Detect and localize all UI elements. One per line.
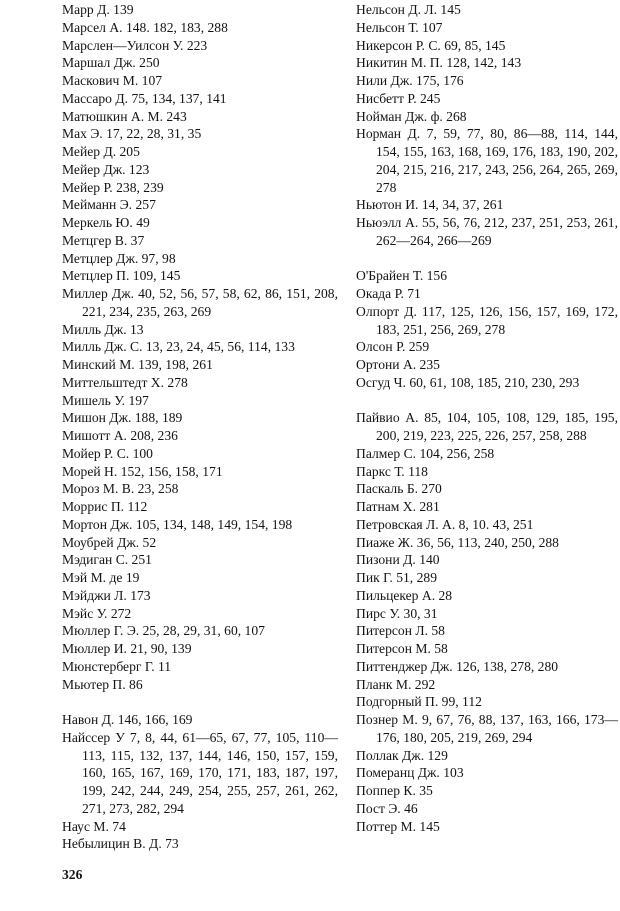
index-entry: Мортон Дж. 105, 134, 148, 149, 154, 198 xyxy=(62,516,293,532)
index-entry: Мишель У. 197 xyxy=(62,392,149,408)
index-entry: Питерсон Л. 58 xyxy=(356,623,445,639)
index-entry: Наус М. 74 xyxy=(62,818,126,834)
index-entry: Мэйджи Л. 173 xyxy=(62,587,151,603)
index-entry: Мишотт А. 208, 236 xyxy=(62,428,178,443)
index-entry: Милль Дж. 13 xyxy=(62,321,144,337)
index-entry: Олпорт Д. 117, 125, 126, 156, 157, 169, 172, 183, 251, 256, 269, 278 xyxy=(356,303,618,337)
index-entry: Мюнстерберг Г. 11 xyxy=(62,658,172,674)
index-entry: Норман Д. 7, 59, 77, 80, 86—88, 114, 144, 154, 155, 163, 168, 169, 176, 183, 190, 202, 204, 215, 216, 217, 243, 256, 264, 265, 269, 278 xyxy=(356,126,618,195)
index-entry: Поппер К. 35 xyxy=(356,783,433,798)
index-entry: Мейер Д. 205 xyxy=(62,144,140,159)
index-entry: Нельсон Д. Л. 145 xyxy=(356,2,461,17)
index-entry: Поллак Дж. 129 xyxy=(356,747,448,763)
index-column-right xyxy=(356,1,618,835)
index-entry: Миттельштедт Х. 278 xyxy=(62,374,188,390)
index-entry: Ньюэлл А. 55, 56, 76, 212, 237, 251, 253, 261, 262—264, 266—269 xyxy=(356,215,618,248)
index-entry: Нисбетт Р. 245 xyxy=(356,90,441,106)
index-entry: Пизони Д. 140 xyxy=(356,552,440,568)
index-entry: Марр Д. 139 xyxy=(62,2,134,17)
index-entry: Мейер Р. 238, 239 xyxy=(62,179,164,195)
index-entry: Метцгер В. 37 xyxy=(62,232,145,248)
index-entry: Пост Э. 46 xyxy=(356,800,418,816)
index-entry: Нойман Дж. ф. 268 xyxy=(356,108,467,124)
index-entry: Никитин М. П. 128, 142, 143 xyxy=(356,55,522,71)
index-entry: Патнам Х. 281 xyxy=(356,499,440,514)
index-entry: Палмер С. 104, 256, 258 xyxy=(356,445,495,461)
index-entry: Моррис П. 112 xyxy=(62,499,148,514)
index-entry: Массаро Д. 75, 134, 137, 141 xyxy=(62,90,227,106)
index-entry: Окада Р. 71 xyxy=(356,286,421,301)
index-entry: Мейманн Э. 257 xyxy=(62,197,156,213)
index-entry: Мороз М. В. 23, 258 xyxy=(62,481,179,497)
index-entry: Минский М. 139, 198, 261 xyxy=(62,357,213,372)
index-column-left xyxy=(62,1,338,853)
index-entry: Петровская Л. А. 8, 10. 43, 251 xyxy=(356,516,534,532)
letter-group-gap xyxy=(356,392,618,410)
index-entry: Осгуд Ч. 60, 61, 108, 185, 210, 230, 293 xyxy=(356,374,580,390)
index-entry: Мюллер И. 21, 90, 139 xyxy=(62,641,192,656)
index-entry: Питерсон М. 58 xyxy=(356,641,448,656)
index-entry: Ортони А. 235 xyxy=(356,357,440,372)
index-entry: О'Брайен Т. 156 xyxy=(356,268,448,284)
index-entry: Пильцекер А. 28 xyxy=(356,587,453,603)
index-entry: Пик Г. 51, 289 xyxy=(356,570,437,585)
index-entry: Моубрей Дж. 52 xyxy=(62,534,157,550)
index-entry: Ньютон И. 14, 34, 37, 261 xyxy=(356,197,504,213)
index-entry: Мьютер П. 86 xyxy=(62,676,143,692)
index-entry: Никерсон Р. С. 69, 85, 145 xyxy=(356,37,506,53)
index-entry: Навон Д. 146, 166, 169 xyxy=(62,712,193,727)
index-entry: Мойер Р. С. 100 xyxy=(62,445,153,461)
index-entry: Паскаль Б. 270 xyxy=(356,481,442,497)
index-entry: Небылицин В. Д. 73 xyxy=(62,836,179,852)
index-entry: Найссер У 7, 8, 44, 61—65, 67, 77, 105, 110—113, 115, 132, 137, 144, 146, 150, 157, 159, 160, 165, 167, 169, 170, 171, 183, 187, 197, 199, 242, 244, 249, 254, 255, 257, 261, 262, 271, 273, 282, 294 xyxy=(62,729,338,816)
index-entry: Паркс Т. 118 xyxy=(356,463,428,479)
index-entry: Нельсон Т. 107 xyxy=(356,19,443,35)
index-entry: Матюшкин А. М. 243 xyxy=(62,108,187,124)
index-entry: Милль Дж. С. 13, 23, 24, 45, 56, 114, 133 xyxy=(62,339,295,355)
index-entry: Маскович М. 107 xyxy=(62,73,163,88)
index-entry: Миллер Дж. 40, 52, 56, 57, 58, 62, 86, 151, 208, 221, 234, 235, 263, 269 xyxy=(62,286,338,319)
index-entry: Поттер М. 145 xyxy=(356,818,440,834)
index-entry: Питтенджер Дж. 126, 138, 278, 280 xyxy=(356,658,559,674)
index-entry: Подгорный П. 99, 112 xyxy=(356,694,482,710)
index-entry: Познер М. 9, 67, 76, 88, 137, 163, 166, 173—176, 180, 205, 219, 269, 294 xyxy=(356,712,618,745)
index-entry: Мишон Дж. 188, 189 xyxy=(62,410,183,426)
index-entry: Планк М. 292 xyxy=(356,676,436,692)
index-entry: Мюллер Г. Э. 25, 28, 29, 31, 60, 107 xyxy=(62,623,265,639)
index-entry: Пиаже Ж. 36, 56, 113, 240, 250, 288 xyxy=(356,534,559,550)
index-entry: Метцлер Дж. 97, 98 xyxy=(62,250,176,266)
index-entry: Марслен—Уилсон У. 223 xyxy=(62,37,208,53)
index-entry: Нили Дж. 175, 176 xyxy=(356,73,464,88)
index-entry: Метцлер П. 109, 145 xyxy=(62,268,181,284)
letter-group-gap xyxy=(356,250,618,268)
index-entry: Мэдиган С. 251 xyxy=(62,552,152,568)
letter-group-gap xyxy=(62,693,338,711)
index-entry: Пирс У. 30, 31 xyxy=(356,605,438,621)
index-entry: Мейер Дж. 123 xyxy=(62,161,150,177)
index-entry: Мэй М. де 19 xyxy=(62,570,140,585)
index-entry: Пайвио А. 85, 104, 105, 108, 129, 185, 195, 200, 219, 223, 225, 226, 257, 258, 288 xyxy=(356,410,618,443)
index-entry: Маршал Дж. 250 xyxy=(62,55,160,71)
index-entry: Меркель Ю. 49 xyxy=(62,215,150,230)
index-entry: Мэйс У. 272 xyxy=(62,605,132,621)
index-entry: Померанц Дж. 103 xyxy=(356,765,464,781)
page-number: 326 xyxy=(62,867,83,882)
index-entry: Олсон Р. 259 xyxy=(356,339,430,355)
index-entry: Марсел А. 148. 182, 183, 288 xyxy=(62,19,228,35)
index-entry: Мах Э. 17, 22, 28, 31, 35 xyxy=(62,126,202,142)
index-entry: Морей Н. 152, 156, 158, 171 xyxy=(62,463,223,479)
